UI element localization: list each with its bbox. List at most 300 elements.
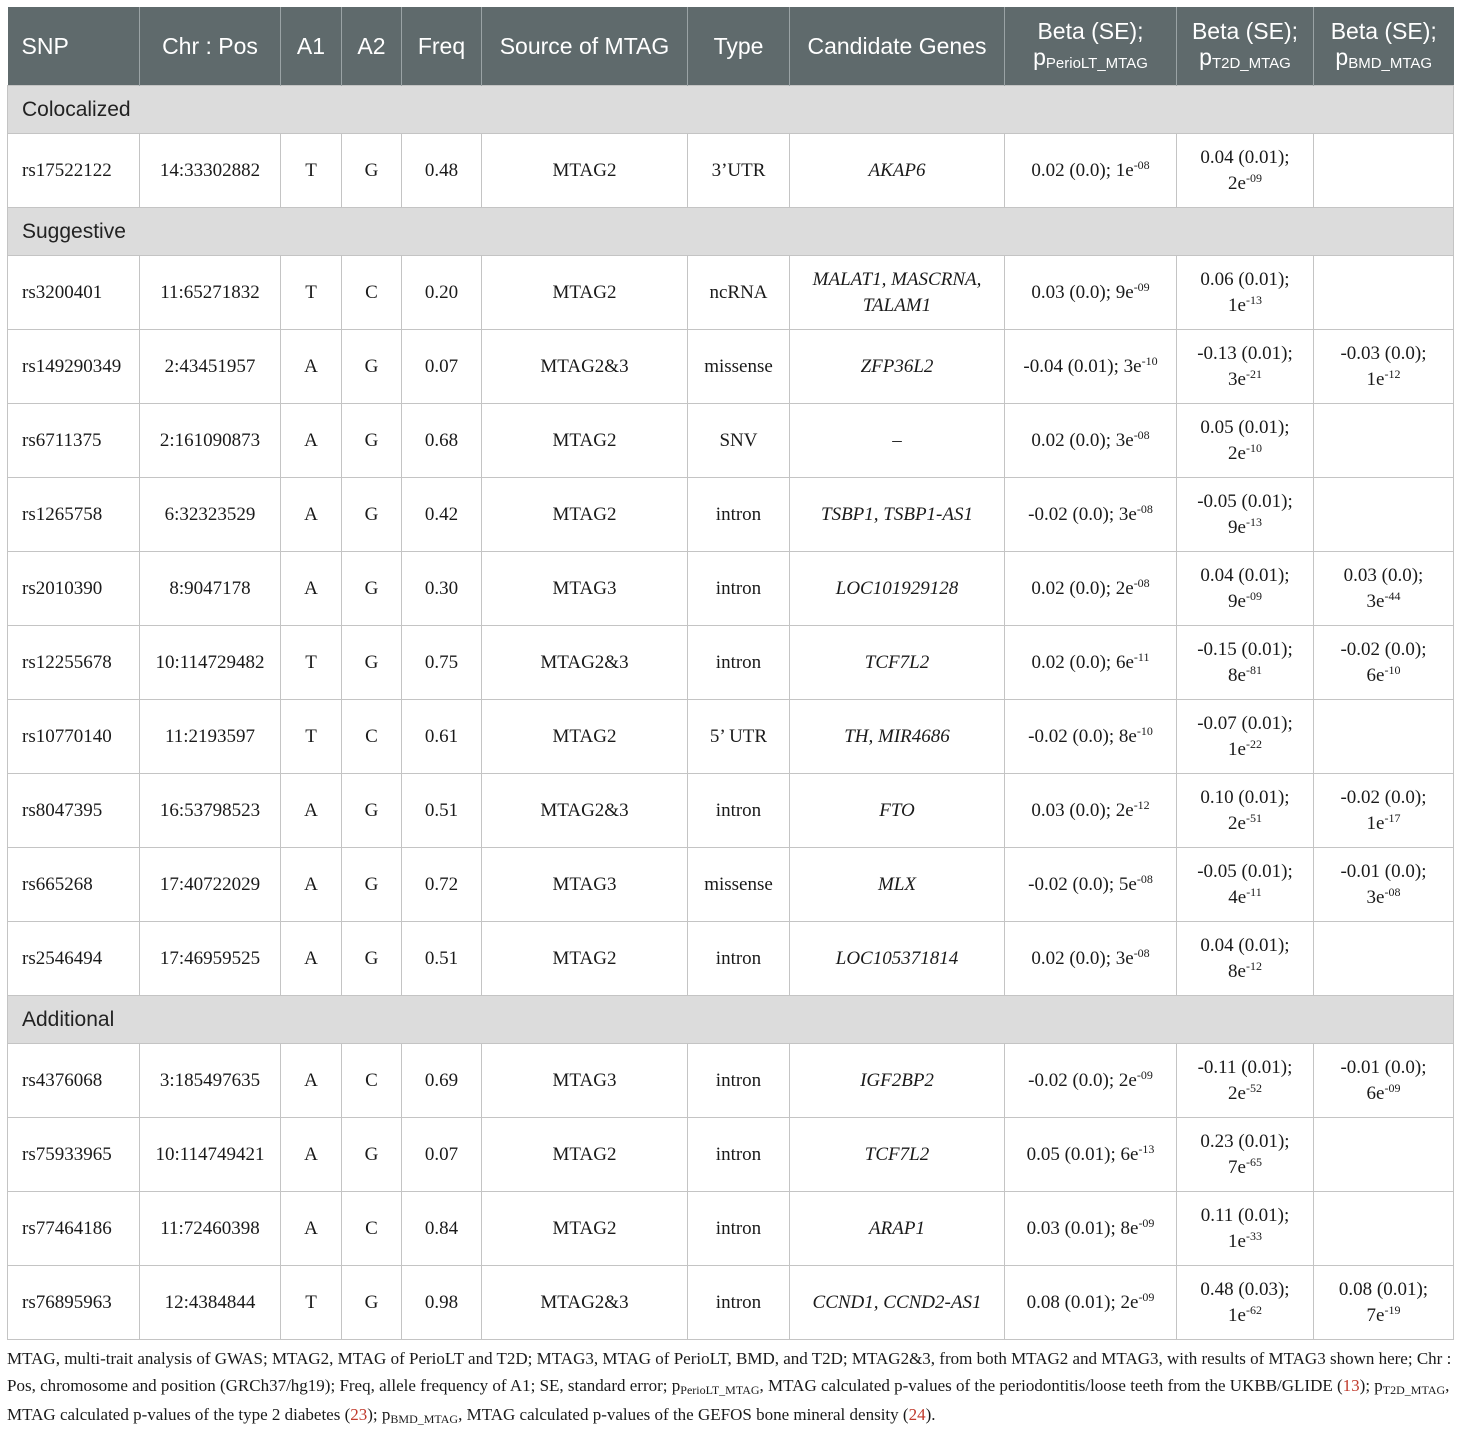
- a2-cell: G: [342, 922, 402, 996]
- chrpos-cell: 11:72460398: [140, 1192, 281, 1266]
- bmd-p-value: 3e: [1366, 590, 1385, 612]
- perio-p-exponent: -09: [1138, 1215, 1155, 1230]
- header-snp: SNP: [8, 7, 140, 86]
- perio-beta-value: -0.02 (0.0); 3e: [1028, 503, 1137, 525]
- header-genes: Candidate Genes: [790, 7, 1005, 86]
- snp-cell: rs1265758: [8, 478, 140, 552]
- header-perio-sub: PerioLT_MTAG: [1045, 55, 1148, 72]
- t2d-p-value: 8e: [1228, 960, 1246, 982]
- header-freq: Freq: [402, 7, 482, 86]
- header-t2d-sub: T2D_MTAG: [1211, 55, 1291, 72]
- bmd-beta-value: -0.01 (0.0);: [1340, 1056, 1427, 1078]
- source-cell: MTAG2&3: [482, 774, 688, 848]
- a1-cell: A: [281, 1192, 342, 1266]
- footnote-p: p: [1374, 1376, 1383, 1395]
- freq-cell: 0.42: [402, 478, 482, 552]
- t2d-beta-cell: [1177, 922, 1314, 996]
- t2d-beta-value: 0.06 (0.01);: [1200, 268, 1290, 290]
- snp-cell: rs75933965: [8, 1118, 140, 1192]
- snp-cell: rs77464186: [8, 1192, 140, 1266]
- table-row: [8, 700, 1454, 774]
- header-source: Source of MTAG: [482, 7, 688, 86]
- perio-beta-cell: [1005, 404, 1177, 478]
- bmd-beta-cell: [1314, 256, 1454, 330]
- results-table: [7, 7, 1454, 1340]
- bmd-p-exponent: -08: [1384, 884, 1401, 899]
- footnote-p: p: [671, 1376, 681, 1395]
- a1-cell: T: [281, 1266, 342, 1340]
- t2d-p-exponent: -52: [1245, 1080, 1262, 1095]
- a1-cell: A: [281, 922, 342, 996]
- freq-cell: 0.07: [402, 1118, 482, 1192]
- bmd-beta-value: -0.01 (0.0);: [1340, 860, 1427, 882]
- freq-cell: 0.51: [402, 774, 482, 848]
- header-beta-perio: [1005, 7, 1177, 86]
- bmd-beta-cell: [1314, 774, 1454, 848]
- freq-cell: 0.84: [402, 1192, 482, 1266]
- genes-cell: MALAT1, MASCRNA, TALAM1: [790, 256, 1005, 330]
- perio-p-exponent: -08: [1133, 157, 1150, 172]
- a2-cell: G: [342, 404, 402, 478]
- footnote-part2: , MTAG calculated p-values of the periodontitis/loose teeth from the UKBB/GLIDE (: [759, 1376, 1343, 1395]
- perio-beta-cell: [1005, 774, 1177, 848]
- a2-cell: C: [342, 700, 402, 774]
- footnote-perio-sub: PerioLT_MTAG: [680, 1383, 760, 1397]
- header-p-letter: p: [1033, 44, 1046, 70]
- perio-p-exponent: -08: [1133, 427, 1150, 442]
- bmd-beta-cell: [1314, 1192, 1454, 1266]
- source-cell: MTAG3: [482, 552, 688, 626]
- type-cell: intron: [688, 1044, 790, 1118]
- perio-p-exponent: -12: [1133, 797, 1150, 812]
- t2d-beta-value: 0.11 (0.01);: [1200, 1204, 1290, 1226]
- snp-cell: rs2010390: [8, 552, 140, 626]
- chrpos-cell: 6:32323529: [140, 478, 281, 552]
- group-label: Suggestive: [8, 208, 1454, 256]
- t2d-beta-value: -0.07 (0.01);: [1197, 712, 1293, 734]
- perio-p-exponent: -09: [1133, 279, 1150, 294]
- a1-cell: A: [281, 552, 342, 626]
- t2d-p-value: 3e: [1228, 368, 1246, 390]
- freq-cell: 0.30: [402, 552, 482, 626]
- chrpos-cell: 16:53798523: [140, 774, 281, 848]
- perio-p-exponent: -09: [1136, 1067, 1153, 1082]
- t2d-beta-value: 0.04 (0.01);: [1200, 146, 1290, 168]
- footnote-part3: );: [1359, 1376, 1375, 1395]
- footnote-part5: );: [367, 1405, 382, 1424]
- a1-cell: A: [281, 330, 342, 404]
- a1-cell: T: [281, 700, 342, 774]
- t2d-p-exponent: -81: [1245, 662, 1262, 677]
- type-cell: missense: [688, 848, 790, 922]
- header-chrpos: Chr : Pos: [140, 7, 281, 86]
- bmd-p-exponent: -44: [1384, 588, 1401, 603]
- freq-cell: 0.98: [402, 1266, 482, 1340]
- perio-beta-value: 0.02 (0.0); 3e: [1031, 429, 1134, 451]
- t2d-beta-cell: [1177, 330, 1314, 404]
- perio-beta-value: 0.02 (0.0); 6e: [1031, 651, 1134, 673]
- table-row: [8, 256, 1454, 330]
- footnote-part7: ).: [925, 1405, 936, 1424]
- t2d-p-value: 2e: [1228, 442, 1246, 464]
- perio-p-exponent: -10: [1141, 353, 1158, 368]
- source-cell: MTAG3: [482, 848, 688, 922]
- type-cell: intron: [688, 478, 790, 552]
- bmd-beta-cell: [1314, 478, 1454, 552]
- t2d-beta-value: -0.05 (0.01);: [1197, 490, 1293, 512]
- freq-cell: 0.68: [402, 404, 482, 478]
- table-row: [8, 626, 1454, 700]
- perio-beta-value: 0.02 (0.0); 2e: [1031, 577, 1134, 599]
- t2d-beta-cell: [1177, 552, 1314, 626]
- table-footnote: [7, 1345, 1453, 1430]
- header-a2: A2: [342, 7, 402, 86]
- bmd-p-value: 3e: [1366, 886, 1385, 908]
- a1-cell: T: [281, 134, 342, 208]
- group-label: Colocalized: [8, 86, 1454, 134]
- footnote-ref-24[interactable]: 24: [908, 1405, 926, 1424]
- perio-beta-cell: [1005, 256, 1177, 330]
- snp-cell: rs76895963: [8, 1266, 140, 1340]
- table-row: [8, 922, 1454, 996]
- a1-cell: A: [281, 774, 342, 848]
- freq-cell: 0.20: [402, 256, 482, 330]
- bmd-beta-value: -0.02 (0.0);: [1340, 786, 1427, 808]
- bmd-p-value: 7e: [1366, 1304, 1385, 1326]
- snp-cell: rs665268: [8, 848, 140, 922]
- t2d-beta-cell: [1177, 626, 1314, 700]
- a1-cell: A: [281, 404, 342, 478]
- genes-cell: –: [790, 404, 1005, 478]
- header-p-letter: p: [1199, 44, 1212, 70]
- perio-beta-cell: [1005, 1192, 1177, 1266]
- perio-beta-cell: [1005, 1266, 1177, 1340]
- header-p-letter: p: [1335, 44, 1349, 70]
- a2-cell: G: [342, 552, 402, 626]
- a1-cell: A: [281, 1044, 342, 1118]
- header-row: [8, 7, 1454, 86]
- snp-cell: rs10770140: [8, 700, 140, 774]
- bmd-beta-cell: [1314, 134, 1454, 208]
- perio-p-exponent: -08: [1136, 871, 1153, 886]
- bmd-beta-value: 0.03 (0.0);: [1343, 564, 1424, 586]
- footnote-part1: MTAG, multi-trait analysis of GWAS; MTAG2, MTAG of PerioLT and T2D; MTAG3, MTAG of PerioLT, BMD, and T2D; MTAG2&3, from both MTAG2 and MTAG3, with results of MTAG3 shown here; Chr : Pos, chromosome and position (GRCh37/hg19); Freq, allele frequency of A1; SE, standard error;: [7, 1349, 1452, 1395]
- perio-beta-value: -0.02 (0.0); 2e: [1028, 1069, 1137, 1091]
- group-label: Additional: [8, 996, 1454, 1044]
- t2d-p-exponent: -21: [1245, 366, 1262, 381]
- a1-cell: A: [281, 1118, 342, 1192]
- bmd-beta-cell: [1314, 700, 1454, 774]
- source-cell: MTAG2: [482, 404, 688, 478]
- source-cell: MTAG2: [482, 134, 688, 208]
- freq-cell: 0.72: [402, 848, 482, 922]
- t2d-beta-value: 0.48 (0.03);: [1200, 1278, 1290, 1300]
- perio-p-exponent: -13: [1138, 1141, 1155, 1156]
- genes-cell: ARAP1: [790, 1192, 1005, 1266]
- a2-cell: G: [342, 848, 402, 922]
- bmd-beta-cell: [1314, 1266, 1454, 1340]
- bmd-beta-cell: [1314, 1118, 1454, 1192]
- perio-beta-value: 0.03 (0.01); 8e: [1026, 1217, 1139, 1239]
- source-cell: MTAG3: [482, 1044, 688, 1118]
- footnote-ref-23[interactable]: 23: [350, 1405, 368, 1424]
- t2d-p-exponent: -12: [1245, 958, 1262, 973]
- bmd-p-value: 6e: [1366, 664, 1385, 686]
- t2d-beta-value: -0.05 (0.01);: [1197, 860, 1293, 882]
- genes-cell: TCF7L2: [790, 1118, 1005, 1192]
- chrpos-cell: 11:65271832: [140, 256, 281, 330]
- group-row: [8, 86, 1454, 134]
- t2d-p-value: 2e: [1228, 1082, 1246, 1104]
- a2-cell: G: [342, 1118, 402, 1192]
- t2d-p-exponent: -13: [1245, 514, 1262, 529]
- source-cell: MTAG2&3: [482, 626, 688, 700]
- bmd-beta-value: -0.02 (0.0);: [1340, 638, 1427, 660]
- group-row: [8, 996, 1454, 1044]
- bmd-p-value: 1e: [1366, 368, 1385, 390]
- perio-beta-cell: [1005, 330, 1177, 404]
- genes-cell: LOC101929128: [790, 552, 1005, 626]
- table-row: [8, 848, 1454, 922]
- genes-cell: TSBP1, TSBP1-AS1: [790, 478, 1005, 552]
- t2d-p-exponent: -33: [1245, 1228, 1262, 1243]
- snp-cell: rs2546494: [8, 922, 140, 996]
- chrpos-cell: 10:114729482: [140, 626, 281, 700]
- genes-cell: FTO: [790, 774, 1005, 848]
- t2d-p-exponent: -65: [1245, 1154, 1262, 1169]
- t2d-beta-value: 0.10 (0.01);: [1200, 786, 1290, 808]
- genes-cell: TH, MIR4686: [790, 700, 1005, 774]
- t2d-beta-cell: [1177, 478, 1314, 552]
- t2d-p-value: 1e: [1228, 1230, 1246, 1252]
- perio-p-exponent: -08: [1136, 501, 1153, 516]
- footnote-bmd-sub: BMD_MTAG: [390, 1412, 459, 1426]
- t2d-p-exponent: -51: [1245, 810, 1262, 825]
- table-row: [8, 1192, 1454, 1266]
- perio-beta-value: -0.02 (0.0); 5e: [1028, 873, 1137, 895]
- perio-beta-value: 0.05 (0.01); 6e: [1026, 1143, 1139, 1165]
- t2d-p-value: 2e: [1228, 172, 1246, 194]
- chrpos-cell: 12:4384844: [140, 1266, 281, 1340]
- source-cell: MTAG2&3: [482, 330, 688, 404]
- a2-cell: G: [342, 626, 402, 700]
- header-a1: A1: [281, 7, 342, 86]
- t2d-beta-value: 0.23 (0.01);: [1200, 1130, 1290, 1152]
- genes-cell: LOC105371814: [790, 922, 1005, 996]
- perio-beta-cell: [1005, 478, 1177, 552]
- table-row: [8, 552, 1454, 626]
- t2d-p-value: 9e: [1228, 516, 1246, 538]
- a2-cell: G: [342, 1266, 402, 1340]
- snp-cell: rs6711375: [8, 404, 140, 478]
- perio-beta-value: 0.02 (0.0); 3e: [1031, 947, 1134, 969]
- table-row: [8, 478, 1454, 552]
- source-cell: MTAG2&3: [482, 1266, 688, 1340]
- footnote-part6: , MTAG calculated p-values of the GEFOS bone mineral density (: [458, 1405, 909, 1424]
- t2d-beta-cell: [1177, 1118, 1314, 1192]
- t2d-p-exponent: -09: [1245, 588, 1262, 603]
- genes-cell: AKAP6: [790, 134, 1005, 208]
- bmd-beta-cell: [1314, 1044, 1454, 1118]
- header-beta-t2d-label: Beta (SE);: [1191, 18, 1299, 44]
- footnote-ref-13[interactable]: 13: [1342, 1376, 1360, 1395]
- bmd-beta-value: 0.08 (0.01);: [1338, 1278, 1429, 1300]
- bmd-beta-cell: [1314, 626, 1454, 700]
- type-cell: intron: [688, 1118, 790, 1192]
- t2d-beta-cell: [1177, 774, 1314, 848]
- source-cell: MTAG2: [482, 700, 688, 774]
- header-type: Type: [688, 7, 790, 86]
- a2-cell: G: [342, 330, 402, 404]
- bmd-beta-cell: [1314, 552, 1454, 626]
- bmd-p-exponent: -12: [1384, 366, 1401, 381]
- type-cell: intron: [688, 552, 790, 626]
- t2d-beta-cell: [1177, 256, 1314, 330]
- freq-cell: 0.07: [402, 330, 482, 404]
- perio-beta-value: 0.03 (0.0); 2e: [1031, 799, 1134, 821]
- perio-beta-value: 0.03 (0.0); 9e: [1031, 281, 1134, 303]
- header-beta-bmd: [1314, 7, 1454, 86]
- header-beta-bmd-label: Beta (SE);: [1330, 18, 1437, 44]
- bmd-beta-cell: [1314, 404, 1454, 478]
- type-cell: intron: [688, 1192, 790, 1266]
- t2d-beta-value: -0.11 (0.01);: [1197, 1056, 1293, 1078]
- bmd-beta-cell: [1314, 330, 1454, 404]
- genes-cell: TCF7L2: [790, 626, 1005, 700]
- source-cell: MTAG2: [482, 478, 688, 552]
- type-cell: missense: [688, 330, 790, 404]
- a1-cell: A: [281, 848, 342, 922]
- footnote-part4: , MTAG calculated p-values of the type 2 diabetes (: [7, 1376, 1450, 1424]
- perio-beta-cell: [1005, 1044, 1177, 1118]
- a1-cell: A: [281, 478, 342, 552]
- footnote-t2d-sub: T2D_MTAG: [1382, 1383, 1446, 1397]
- bmd-p-value: 1e: [1366, 812, 1385, 834]
- chrpos-cell: 8:9047178: [140, 552, 281, 626]
- chrpos-cell: 3:185497635: [140, 1044, 281, 1118]
- group-row: [8, 208, 1454, 256]
- a2-cell: C: [342, 1192, 402, 1266]
- perio-p-exponent: -09: [1138, 1289, 1155, 1304]
- snp-cell: rs17522122: [8, 134, 140, 208]
- perio-beta-value: 0.08 (0.01); 2e: [1026, 1291, 1139, 1313]
- t2d-p-exponent: -09: [1245, 170, 1262, 185]
- snp-cell: rs12255678: [8, 626, 140, 700]
- a2-cell: G: [342, 134, 402, 208]
- chrpos-cell: 11:2193597: [140, 700, 281, 774]
- t2d-beta-cell: [1177, 1192, 1314, 1266]
- perio-beta-cell: [1005, 700, 1177, 774]
- bmd-p-exponent: -09: [1384, 1080, 1401, 1095]
- type-cell: intron: [688, 626, 790, 700]
- perio-beta-cell: [1005, 848, 1177, 922]
- snp-cell: rs149290349: [8, 330, 140, 404]
- t2d-p-exponent: -62: [1245, 1302, 1262, 1317]
- t2d-p-value: 2e: [1228, 812, 1246, 834]
- header-bmd-sub: BMD_MTAG: [1348, 55, 1433, 72]
- a2-cell: G: [342, 478, 402, 552]
- bmd-p-exponent: -17: [1384, 810, 1401, 825]
- perio-beta-value: 0.02 (0.0); 1e: [1031, 159, 1134, 181]
- table-row: [8, 1118, 1454, 1192]
- chrpos-cell: 14:33302882: [140, 134, 281, 208]
- bmd-beta-value: -0.03 (0.0);: [1340, 342, 1427, 364]
- t2d-beta-cell: [1177, 134, 1314, 208]
- t2d-p-exponent: -13: [1245, 292, 1262, 307]
- perio-p-exponent: -11: [1133, 649, 1150, 664]
- genes-cell: CCND1, CCND2-AS1: [790, 1266, 1005, 1340]
- freq-cell: 0.61: [402, 700, 482, 774]
- t2d-p-exponent: -22: [1245, 736, 1262, 751]
- t2d-beta-value: 0.04 (0.01);: [1200, 564, 1290, 586]
- t2d-beta-value: -0.13 (0.01);: [1197, 342, 1293, 364]
- perio-beta-value: -0.02 (0.0); 8e: [1028, 725, 1137, 747]
- t2d-p-value: 4e: [1228, 886, 1247, 908]
- table-row: [8, 134, 1454, 208]
- a2-cell: C: [342, 1044, 402, 1118]
- t2d-beta-cell: [1177, 700, 1314, 774]
- footnote-p: p: [381, 1405, 391, 1424]
- source-cell: MTAG2: [482, 922, 688, 996]
- table-row: [8, 1044, 1454, 1118]
- chrpos-cell: 2:43451957: [140, 330, 281, 404]
- t2d-beta-cell: [1177, 404, 1314, 478]
- header-beta-t2d: [1177, 7, 1314, 86]
- t2d-p-value: 7e: [1228, 1156, 1246, 1178]
- chrpos-cell: 2:161090873: [140, 404, 281, 478]
- freq-cell: 0.69: [402, 1044, 482, 1118]
- perio-beta-value: -0.04 (0.01); 3e: [1023, 355, 1142, 377]
- a2-cell: C: [342, 256, 402, 330]
- source-cell: MTAG2: [482, 1118, 688, 1192]
- perio-beta-cell: [1005, 922, 1177, 996]
- type-cell: intron: [688, 1266, 790, 1340]
- source-cell: MTAG2: [482, 1192, 688, 1266]
- table-row: [8, 1266, 1454, 1340]
- a1-cell: T: [281, 626, 342, 700]
- snp-cell: rs3200401: [8, 256, 140, 330]
- type-cell: intron: [688, 774, 790, 848]
- perio-beta-cell: [1005, 626, 1177, 700]
- t2d-beta-cell: [1177, 1266, 1314, 1340]
- perio-beta-cell: [1005, 1118, 1177, 1192]
- t2d-p-value: 9e: [1228, 590, 1246, 612]
- freq-cell: 0.48: [402, 134, 482, 208]
- t2d-p-value: 8e: [1228, 664, 1246, 686]
- snp-cell: rs8047395: [8, 774, 140, 848]
- table-row: [8, 404, 1454, 478]
- t2d-p-value: 1e: [1228, 1304, 1246, 1326]
- table-row: [8, 330, 1454, 404]
- t2d-beta-cell: [1177, 848, 1314, 922]
- table-body: [8, 86, 1454, 1340]
- freq-cell: 0.75: [402, 626, 482, 700]
- t2d-beta-cell: [1177, 1044, 1314, 1118]
- table-row: [8, 774, 1454, 848]
- t2d-p-exponent: -11: [1246, 884, 1262, 899]
- bmd-beta-cell: [1314, 922, 1454, 996]
- t2d-beta-value: 0.04 (0.01);: [1200, 934, 1290, 956]
- perio-p-exponent: -10: [1136, 723, 1153, 738]
- a2-cell: G: [342, 774, 402, 848]
- perio-beta-cell: [1005, 552, 1177, 626]
- perio-beta-cell: [1005, 134, 1177, 208]
- a1-cell: T: [281, 256, 342, 330]
- t2d-p-exponent: -10: [1245, 440, 1262, 455]
- genes-cell: IGF2BP2: [790, 1044, 1005, 1118]
- chrpos-cell: 10:114749421: [140, 1118, 281, 1192]
- t2d-beta-value: -0.15 (0.01);: [1197, 638, 1293, 660]
